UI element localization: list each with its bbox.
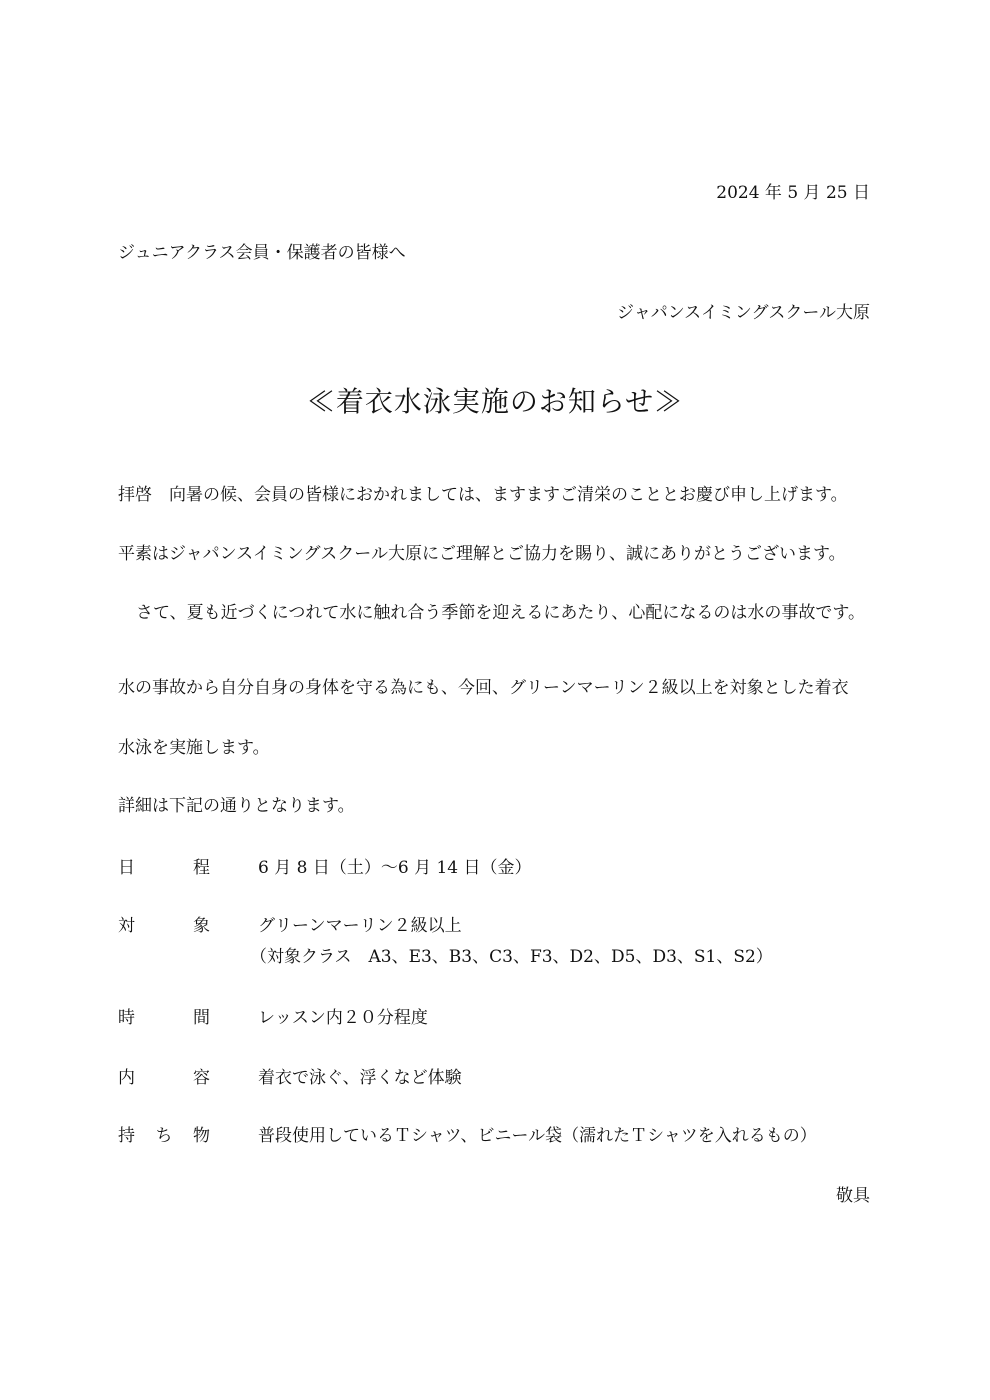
detail-value-target: グリーンマーリン２級以上 (258, 916, 462, 936)
detail-label-content (118, 1070, 210, 1087)
detail-value-schedule: 6 月 8 日（土）～6 月 14 日（金） (258, 858, 532, 878)
detail-value-content: 着衣で泳ぐ、浮くなど体験 (258, 1068, 462, 1088)
detail-value-time: レッスン内２０分程度 (258, 1008, 428, 1028)
closing-remark: 敬具 (836, 1186, 870, 1206)
body-paragraph-greeting: 拝啓 向暑の候、会員の皆様におかれましては、ますますご清栄のこととお慶び申し上げます。 (118, 485, 848, 505)
detail-label-schedule (118, 860, 210, 877)
sender-line: ジャパンスイミングスクール大原 (617, 303, 870, 323)
detail-value-items: 普段使用しているＴシャツ、ビニール袋（濡れたＴシャツを入れるもの） (258, 1126, 817, 1146)
detail-label-target (118, 918, 210, 935)
label-char: 間 (193, 1008, 210, 1028)
label-char: 対 (118, 916, 135, 936)
label-char: 容 (193, 1068, 210, 1088)
label-char: 象 (193, 916, 210, 936)
label-char: 時 (118, 1008, 135, 1028)
body-paragraph-purpose: 水の事故から自分自身の身体を守る為にも、今回、グリーンマーリン２級以上を対象とした着衣 (118, 678, 849, 698)
detail-value-target-classes: （対象クラス A3、E3、B3、C3、F3、D2、D5、D3、S1、S2） (250, 947, 773, 967)
notice-title: ≪着衣水泳実施のお知らせ≫ (306, 385, 684, 418)
detail-label-time (118, 1010, 210, 1027)
body-paragraph-purpose-cont: 水泳を実施します。 (118, 738, 270, 758)
detail-label-items (118, 1128, 210, 1145)
label-char: 程 (193, 858, 210, 878)
label-char: 日 (118, 858, 135, 878)
body-paragraph-thanks: 平素はジャパンスイミングスクール大原にご理解とご協力を賜り、誠にありがとうございます。 (118, 544, 846, 564)
label-char: ち (155, 1126, 173, 1146)
body-paragraph-details-intro: 詳細は下記の通りとなります。 (118, 796, 355, 816)
recipient-line: ジュニアクラス会員・保護者の皆様へ (118, 243, 406, 263)
label-char: 内 (118, 1068, 135, 1088)
label-char: 持 (118, 1126, 135, 1146)
body-paragraph-intro: さて、夏も近づくにつれて水に触れ合う季節を迎えるにあたり、心配になるのは水の事故です。 (136, 603, 865, 623)
notice-date: 2024 年 5 月 25 日 (716, 183, 870, 203)
label-char: 物 (193, 1126, 210, 1146)
